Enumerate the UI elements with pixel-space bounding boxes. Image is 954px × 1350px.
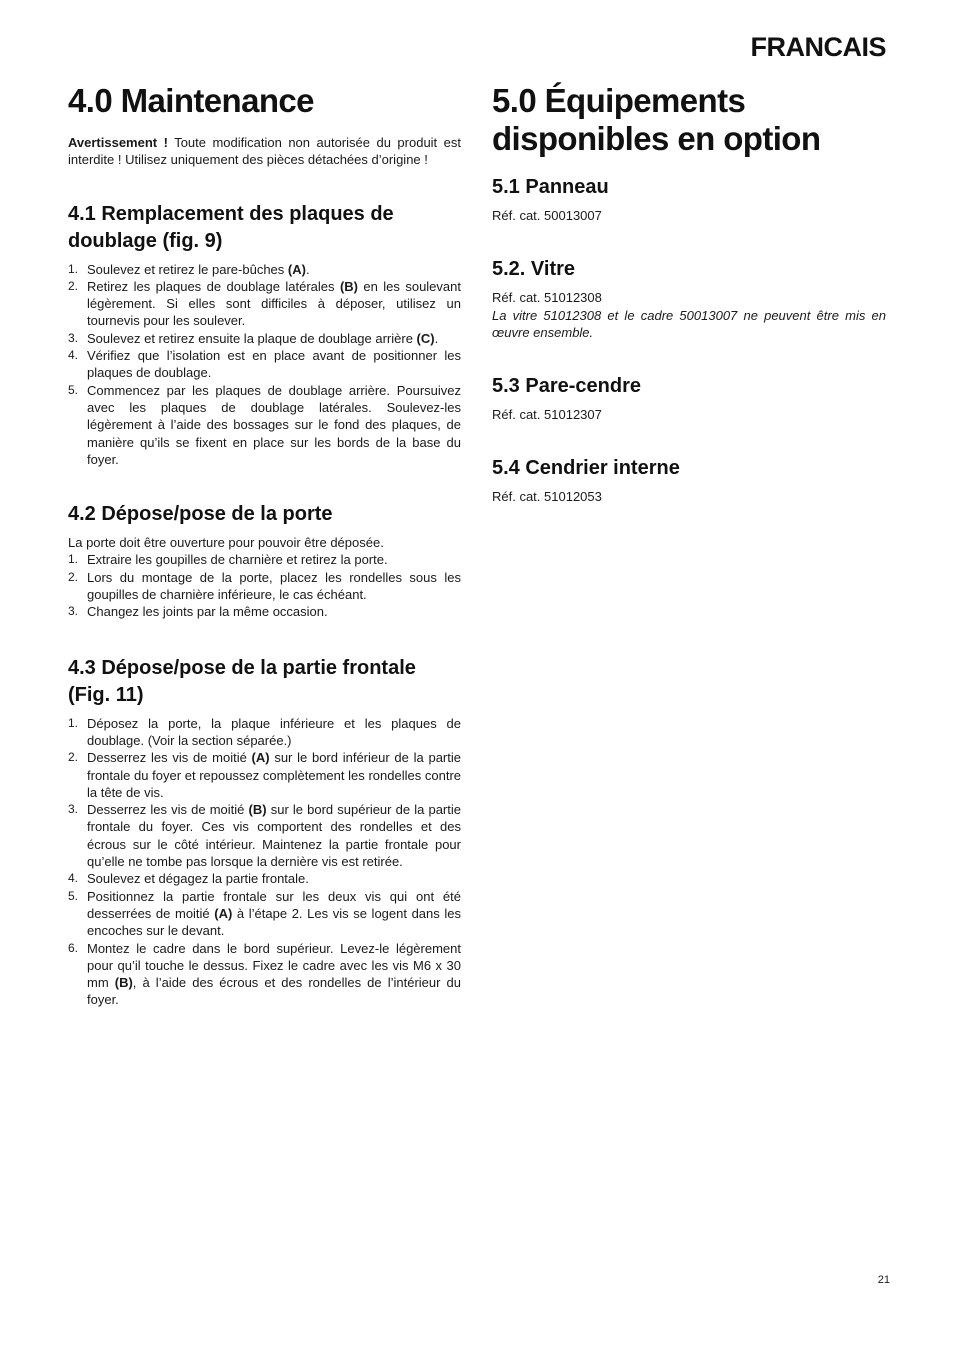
item-text: Montez le cadre dans le bord supérieur. Levez-le légèrement pour qu’il touche le dessus. Fixez le cadre avec les vis M6 x 30 mm xyxy=(87,940,461,991)
list-item xyxy=(68,551,461,568)
list-item xyxy=(68,330,461,347)
item-text: Changez les joints par la même occasion. xyxy=(87,604,328,620)
list-item xyxy=(68,888,461,940)
item-text: Lors du montage de la porte, placez les rondelles sous les goupilles de charnière inférieure, le cas échéant. xyxy=(87,569,461,603)
list-number: 1. xyxy=(68,261,79,276)
list-item xyxy=(68,940,461,1009)
section-5-3 xyxy=(492,373,886,423)
item-text: à l’étape 2. Les vis se logent dans les encoches sur le devant. xyxy=(87,905,461,939)
item-text: en les soulevant légèrement. Si elles sont difficiles à déposer, utilisez un tournevis pour les soulever. xyxy=(87,278,461,329)
item-text: Extraire les goupilles de charnière et retirez la porte. xyxy=(87,552,388,568)
list-item xyxy=(68,801,461,870)
item-text: sur le bord inférieur de la partie frontale du foyer et repoussez complètement les rondelles contre la tête de vis. xyxy=(87,750,461,800)
item-text: Desserrez les vis de moitié xyxy=(87,802,249,818)
list-item xyxy=(68,261,461,278)
section-4-1 xyxy=(68,201,461,469)
section-heading: 4.3 Dépose/pose de la partie frontale (Fig. 11) xyxy=(68,656,416,706)
item-text: Desserrez les vis de moitié xyxy=(87,750,252,766)
list-item xyxy=(68,347,461,382)
catalog-reference: Réf. cat. 51012053 xyxy=(492,489,602,505)
section-5-2 xyxy=(492,256,886,341)
item-text: . xyxy=(305,261,310,277)
warning-label: Avertissement ! xyxy=(68,135,168,150)
list-number: 1. xyxy=(68,552,79,567)
list-number: 5. xyxy=(68,888,79,903)
section-4-3 xyxy=(68,655,461,1009)
warning-paragraph xyxy=(68,134,461,169)
item-text: Déposez la porte, la plaque inférieure et les plaques de doublage. (Voir la section séparée.) xyxy=(87,715,461,748)
list-item xyxy=(68,715,461,750)
section-heading: 4.1 Remplacement des plaques de doublage (fig. 9) xyxy=(68,202,394,252)
list-item xyxy=(68,603,461,620)
list-number: 3. xyxy=(68,604,79,619)
item-text: Soulevez et retirez le pare-bûches xyxy=(87,261,288,277)
list-number: 5. xyxy=(68,382,79,397)
list-item xyxy=(68,569,461,604)
item-text: Commencez par les plaques de doublage arrière. Poursuivez avec les plaques de doublage latérales. Soulevez-les légèrement à l’aide des bossages sur le fond des plaques, de manière qu’ils se fixent en place sur les bords de la base du foyer. xyxy=(87,382,461,467)
language-label: FRANCAIS xyxy=(750,32,886,62)
item-reference-letter: (A) xyxy=(214,905,233,921)
section-intro: La porte doit être ouverture pour pouvoir être déposée. xyxy=(68,535,384,551)
section-heading: 5.4 Cendrier interne xyxy=(492,457,680,480)
list-number: 1. xyxy=(68,715,79,730)
step-list xyxy=(68,551,461,620)
list-item xyxy=(68,749,461,801)
list-number: 4. xyxy=(68,348,79,363)
list-number: 2. xyxy=(68,569,79,584)
maintenance-column xyxy=(68,82,461,1009)
page-number: 21 xyxy=(877,1274,890,1286)
list-item xyxy=(68,870,461,887)
item-reference-letter: (B) xyxy=(248,802,267,818)
list-number: 4. xyxy=(68,871,79,886)
list-number: 3. xyxy=(68,330,79,345)
item-text: Vérifiez que l’isolation est en place avant de positionner les plaques de doublage. xyxy=(87,348,461,381)
step-list xyxy=(68,261,461,469)
item-reference-letter: (A) xyxy=(287,261,306,277)
list-number: 6. xyxy=(68,940,79,955)
item-text: Soulevez et retirez ensuite la plaque de doublage arrière xyxy=(87,330,417,346)
catalog-reference: Réf. cat. 51012307 xyxy=(492,407,602,423)
catalog-reference: Réf. cat. 50013007 xyxy=(492,208,602,223)
section-heading: 5.1 Panneau xyxy=(492,176,609,198)
list-number: 3. xyxy=(68,802,79,817)
item-text: Soulevez et dégagez la partie frontale. xyxy=(87,871,309,887)
section-heading: 5.2. Vitre xyxy=(492,258,576,281)
item-text: sur le bord supérieur de la partie frontale du foyer. Ces vis comportent des rondelles et des écrous sur le côté intérieur. Maintenez la partie frontale pour qu’elle ne tombe pas lorsque la dernière vis est retirée. xyxy=(87,802,461,870)
item-text: Retirez les plaques de doublage latérales xyxy=(87,278,340,294)
list-item xyxy=(68,278,461,330)
item-reference-letter: (C) xyxy=(416,330,435,346)
section-heading: 5.3 Pare-cendre xyxy=(492,375,641,398)
compatibility-note: La vitre 51012308 et le cadre 50013007 ne peuvent être mis en œuvre ensemble. xyxy=(492,307,886,340)
warning-text: Toute modification non autorisée du produit est interdite ! Utilisez uniquement des pièces détachées d’origine ! xyxy=(68,135,461,168)
item-text: . xyxy=(434,330,439,346)
options-column xyxy=(492,82,886,506)
section-5-4 xyxy=(492,455,886,505)
item-text: , à l’aide des écrous et des rondelles de l’intérieur du foyer. xyxy=(87,975,461,1008)
section-heading: 4.2 Dépose/pose de la porte xyxy=(68,503,333,526)
section-5-1 xyxy=(492,174,886,224)
options-title: 5.0 Équipements disponibles en option xyxy=(492,82,821,157)
item-reference-letter: (A) xyxy=(251,750,270,766)
list-number: 2. xyxy=(68,278,79,293)
step-list xyxy=(68,715,461,1009)
item-text: Positionnez la partie frontale sur les deux vis qui ont été desserrées de moitié xyxy=(87,888,461,921)
item-reference-letter: (B) xyxy=(339,278,358,294)
catalog-reference: Réf. cat. 51012308 xyxy=(492,290,602,306)
list-number: 2. xyxy=(68,750,79,765)
section-4-2 xyxy=(68,501,461,620)
list-item xyxy=(68,382,461,468)
item-reference-letter: (B) xyxy=(114,975,133,991)
maintenance-title: 4.0 Maintenance xyxy=(68,82,314,119)
